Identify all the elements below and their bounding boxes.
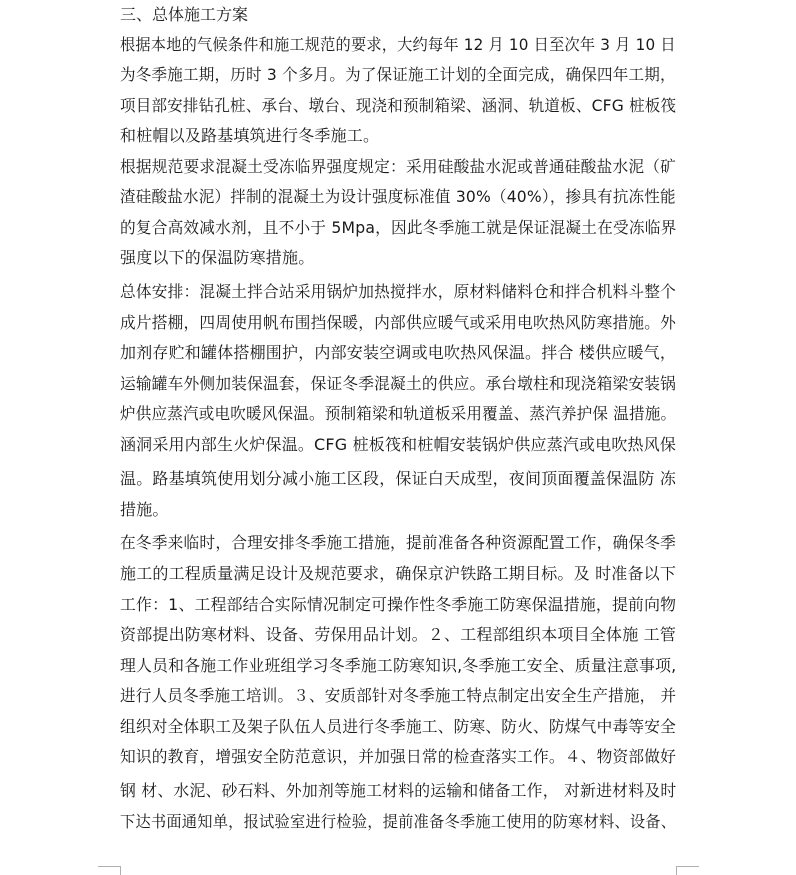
section-heading: 三、总体施工方案: [120, 5, 249, 24]
text-line: 温。路基填筑使用划分减小施工区段，保证白天成型，夜间顶面覆盖保温防 冻: [120, 469, 677, 488]
page-corner-mark-right: [676, 866, 699, 875]
text-line: 理人员和各施工作业班组学习冬季施工防寒知识,冬季施工安全、质量注意事项,: [120, 656, 677, 675]
text-line: 涵洞采用内部生火炉保温。CFG 桩板筏和桩帽安装锅炉供应蒸汽或电吹热风保: [120, 435, 677, 454]
page-corner-mark-left: [98, 866, 121, 875]
text-line: 知识的教育，增强安全防范意识，并加强日常的检查落实工作。４、物资部做好: [120, 747, 677, 766]
text-line: 进行人员冬季施工培训。３、安质部针对冬季施工特点制定出安全生产措施， 并: [120, 686, 677, 705]
text-line: 强度以下的保温防寒措施。: [120, 248, 315, 267]
text-line: 项目部安排钻孔桩、承台、墩台、现浇和预制箱梁、涵洞、轨道板、CFG 桩板筏: [120, 96, 677, 115]
text-line: 钢 材、水泥、砂石料、外加剂等施工材料的运输和储备工作， 对新进材料及时: [120, 781, 677, 800]
text-line: 渣硅酸盐水泥）拌制的混凝土为设计强度标准值 30%（40%），掺具有抗冻性能: [120, 187, 676, 206]
text-line: 的复合高效减水剂，且不小于 5Mpa，因此冬季施工就是保证混凝土在受冻临界: [120, 218, 677, 237]
text-line: 和桩帽以及路基填筑进行冬季施工。: [120, 126, 380, 145]
text-line: 为冬季施工期，历时 3 个多月。为了保证施工计划的全面完成，确保四年工期，: [120, 65, 676, 84]
text-line: 运输罐车外侧加装保温套，保证冬季混凝土的供应。承台墩柱和现浇箱梁安装锅: [120, 374, 677, 393]
text-line: 在冬季来临时，合理安排冬季施工措施，提前准备各种资源配置工作，确保冬季: [120, 533, 677, 552]
text-line: 成片搭棚，四周使用帆布围挡保暖，内部供应暖气或采用电吹热风防寒措施。外: [120, 313, 677, 332]
text-line: 根据规范要求混凝土受冻临界强度规定：采用硅酸盐水泥或普通硅酸盐水泥（矿: [120, 157, 677, 176]
text-line: 施工的工程质量满足设计及规范要求，确保京沪铁路工期目标。及 时准备以下: [120, 564, 677, 583]
text-line: 下达书面通知单，报试验室进行检验，提前准备冬季施工使用的防寒材料、设备、: [120, 812, 677, 831]
text-line: 根据本地的气候条件和施工规范的要求，大约每年 12 月 10 日至次年 3 月 10 日: [120, 35, 676, 54]
text-line: 炉供应蒸汽或电吹暖风保温。预制箱梁和轨道板采用覆盖、蒸汽养护保 温措施。: [120, 404, 677, 423]
text-line: 总体安排：混凝土拌合站采用锅炉加热搅拌水，原材料储料仓和拌合机料斗整个: [120, 282, 677, 301]
text-line: 工作：1、工程部结合实际情况制定可操作性冬季施工防寒保温措施，提前向物: [120, 595, 677, 614]
text-line: 加剂存贮和罐体搭棚围护，内部安装空调或电吹热风保温。拌合 楼供应暖气，: [120, 343, 677, 362]
text-line: 措施。: [120, 500, 169, 519]
text-line: 资部提出防寒材料、设备、劳保用品计划。２、工程部组织本项目全体施 工管: [120, 625, 677, 644]
text-line: 组织对全体职工及架子队伍人员进行冬季施工、防寒、防火、防煤气中毒等安全: [120, 717, 677, 736]
